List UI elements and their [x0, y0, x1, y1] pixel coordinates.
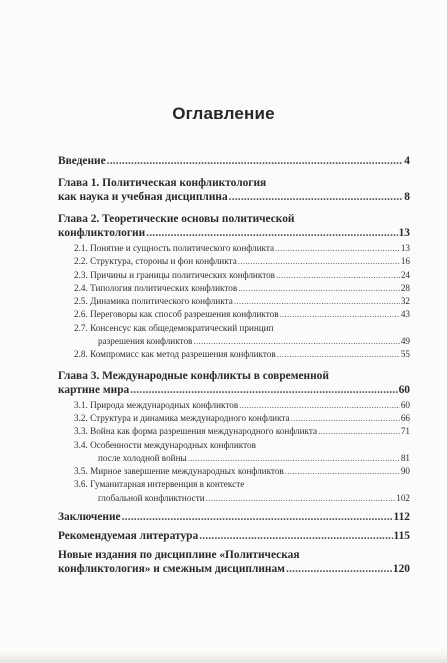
toc-entry-2-6[interactable] — [58, 308, 410, 321]
toc-entry-chapter-3[interactable] — [58, 369, 410, 397]
toc-entry-title: 3.3. Война как форма разрешения международного конфликта — [74, 426, 318, 437]
toc-entry-3-5[interactable] — [58, 465, 410, 478]
toc-page-number: 49 — [400, 336, 410, 347]
leader-dots — [188, 452, 400, 465]
toc-entry-title: Рекомендуемая литература — [58, 530, 199, 543]
toc-entry-3-2[interactable] — [58, 412, 410, 425]
toc-page-number: 4 — [404, 155, 410, 167]
table-of-contents — [58, 154, 410, 576]
toc-entry-title: 2.1. Понятие и сущность политического конфликта — [74, 243, 275, 253]
toc-entry-title: 3.2. Структура и динамика международного конфликта — [74, 412, 290, 423]
toc-entry-title: 2.6. Переговоры как способ разрешения конфликтов — [74, 309, 279, 320]
toc-entry-chapter-1[interactable] — [58, 176, 410, 204]
toc-entry-3-1[interactable] — [58, 399, 410, 412]
leader-dots — [238, 255, 400, 268]
toc-entry-title-cont: конфликтология» и смежным дисциплинам — [58, 563, 285, 576]
toc-entry-title-cont: глобальной конфликтности — [98, 492, 205, 503]
toc-page-number: 55 — [400, 349, 410, 360]
leader-dots — [107, 154, 404, 168]
toc-entry-title: 3.4. Особенности международных конфликтов — [74, 439, 256, 450]
toc-page-number: 120 — [392, 563, 410, 576]
toc-entry-new-editions[interactable] — [58, 548, 410, 576]
toc-entry-3-3[interactable] — [58, 425, 410, 438]
leader-dots — [291, 412, 400, 425]
toc-entry-chapter-2[interactable] — [58, 212, 410, 240]
toc-entry-title: 3.6. Гуманитарная интервенция в контексте — [74, 479, 245, 490]
leader-dots — [234, 295, 400, 308]
leader-dots — [275, 242, 400, 255]
toc-page-number: 60 — [400, 399, 410, 410]
toc-entry-title: 2.7. Консенсус как общедемократический принцип — [74, 322, 274, 333]
toc-entry-intro[interactable] — [58, 154, 410, 168]
toc-entry-2-5[interactable] — [58, 295, 410, 308]
toc-page-number: 60 — [398, 383, 410, 396]
toc-entry-title: Заключение — [58, 511, 121, 524]
toc-page-number: 81 — [400, 452, 410, 463]
toc-page-number: 115 — [393, 530, 410, 543]
toc-page-number: 66 — [400, 412, 410, 423]
leader-dots — [122, 510, 393, 524]
page-bottom-edge — [0, 651, 447, 663]
leader-dots — [229, 190, 404, 204]
page-title: Оглавление — [172, 104, 275, 123]
toc-page-number: 90 — [400, 466, 410, 477]
toc-entry-2-4[interactable] — [58, 282, 410, 295]
toc-page-number: 13 — [398, 227, 410, 239]
toc-page-number: 24 — [400, 269, 410, 280]
toc-entry-title: Новые издания по дисциплине «Политическая — [58, 549, 300, 562]
toc-page-number: 112 — [393, 511, 410, 524]
leader-dots — [280, 308, 400, 321]
leader-dots — [130, 383, 397, 397]
toc-entry-2-7[interactable] — [58, 322, 410, 349]
leader-dots — [193, 335, 399, 348]
toc-entry-2-1[interactable] — [58, 242, 410, 255]
toc-entry-title: 2.3. Причины и границы политических конфликтов — [74, 269, 276, 280]
toc-entry-title: 2.8. Компромисс как метод разрешения конфликтов — [74, 349, 276, 360]
toc-entry-2-8[interactable] — [58, 348, 410, 361]
leader-dots — [146, 226, 397, 240]
leader-dots — [206, 492, 396, 505]
leader-dots — [199, 529, 392, 543]
toc-entry-title-cont: конфликтологии — [58, 227, 146, 239]
toc-page-number: 102 — [396, 492, 410, 503]
toc-entry-title: 3.5. Мирное завершение международных конфликтов — [74, 466, 284, 477]
toc-entry-title: 2.2. Структура, стороны и фон конфликта — [74, 256, 237, 267]
toc-page-number: 43 — [400, 309, 410, 320]
toc-entry-literature[interactable] — [58, 529, 410, 543]
toc-entry-title: 3.1. Природа международных конфликтов — [74, 399, 239, 410]
toc-entry-title-cont: после холодной войны — [98, 452, 187, 463]
toc-page-number: 71 — [400, 426, 410, 437]
toc-entry-title-cont: как наука и учебная дисциплина — [58, 191, 228, 203]
toc-entry-title: Глава 2. Теоретические основы политической — [58, 213, 295, 225]
leader-dots — [239, 399, 400, 412]
toc-page-number: 13 — [400, 243, 410, 253]
leader-dots — [277, 348, 400, 361]
toc-page-number: 32 — [400, 296, 410, 307]
toc-entry-title: 2.5. Динамика политического конфликта — [74, 296, 233, 307]
toc-page-number: 8 — [404, 191, 410, 203]
toc-entry-conclusion[interactable] — [58, 510, 410, 524]
toc-entry-2-2[interactable] — [58, 255, 410, 268]
toc-entry-3-4[interactable] — [58, 439, 410, 466]
toc-entry-title-cont: картине мира — [58, 383, 130, 396]
toc-entry-3-6[interactable] — [58, 478, 410, 505]
leader-dots — [286, 562, 392, 576]
toc-page-number: 16 — [400, 256, 410, 267]
toc-entry-title: Глава 1. Политическая конфликтология — [58, 177, 267, 189]
toc-entry-2-3[interactable] — [58, 269, 410, 282]
leader-dots — [276, 269, 400, 282]
leader-dots — [285, 465, 400, 478]
toc-entry-title: 2.4. Типология политических конфликтов — [74, 282, 238, 293]
toc-entry-title-cont: разрешения конфликтов — [98, 336, 193, 347]
toc-entry-title: Глава 3. Международные конфликты в современной — [58, 369, 329, 382]
toc-page-number: 28 — [400, 282, 410, 293]
toc-entry-title: Введение — [58, 155, 106, 167]
leader-dots — [318, 425, 400, 438]
leader-dots — [238, 282, 400, 295]
